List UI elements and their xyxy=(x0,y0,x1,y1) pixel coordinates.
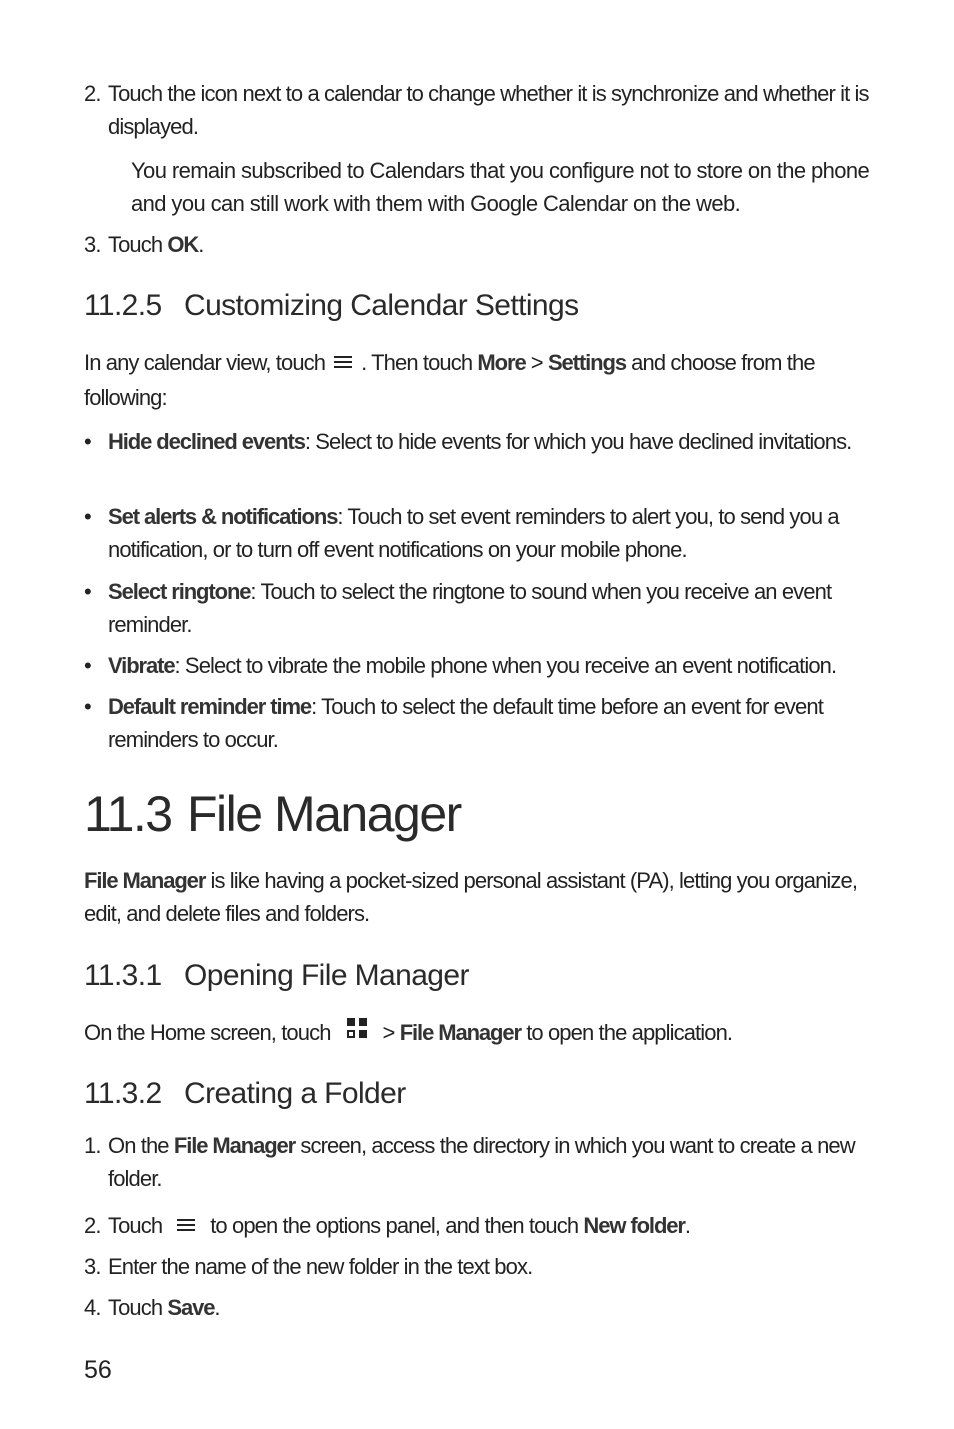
section-number: 11.2.5 xyxy=(84,289,162,322)
chapter-heading-11-3 xyxy=(84,784,461,844)
list-item-step-1: 1. On the File Manager screen, access the directory in which you want to create a new folder. xyxy=(84,1129,884,1195)
bullet-item: • Hide declined events: Select to hide events for which you have declined invitations. xyxy=(84,429,852,454)
list-text: Enter the name of the new folder in the text box. xyxy=(108,1254,533,1279)
list-number: 2. xyxy=(84,81,101,106)
section-heading-11-2-5 xyxy=(84,288,578,324)
list-number: 3. xyxy=(84,232,101,257)
bullet-item: • Set alerts & notifications: Touch to set event reminders to alert you, to send you a notification, or to turn off event notifications on your mobile phone. xyxy=(84,504,839,562)
list-number: 1. xyxy=(84,1133,101,1158)
opening-file-manager-text: On the Home screen, touch > File Manager to open the application. xyxy=(84,1016,884,1051)
list-number: 2. xyxy=(84,1213,101,1238)
section-title: File Manager xyxy=(187,786,461,842)
page-number: 56 xyxy=(84,1356,112,1384)
section-heading-11-3-1 xyxy=(84,958,469,994)
list-item-step-2: 2. Touch to open the options panel, and then touch New folder. xyxy=(84,1209,884,1244)
menu-icon xyxy=(333,346,353,379)
list-text: Touch OK. xyxy=(108,232,204,257)
section-number: 11.3 xyxy=(84,786,172,842)
bullet-item: • Vibrate: Select to vibrate the mobile phone when you receive an event notification. xyxy=(84,653,837,678)
section-title: Creating a Folder xyxy=(184,1077,406,1110)
list-item-step-2 xyxy=(84,77,884,143)
note-paragraph: You remain subscribed to Calendars that you configure not to store on the phone and you can still work with them with Google Calendar on the web. xyxy=(131,158,870,216)
file-manager-intro: File Manager is like having a pocket-sized personal assistant (PA), letting you organize, edit, and delete files and folders. xyxy=(84,868,858,926)
bullet-item: • Select ringtone: Touch to select the ringtone to sound when you receive an event reminder. xyxy=(84,579,832,637)
section-title: Opening File Manager xyxy=(184,959,469,992)
bullet-item: • Default reminder time: Touch to select the default time before an event for event reminders to occur. xyxy=(84,694,823,752)
menu-icon xyxy=(176,1209,196,1242)
list-number: 3. xyxy=(84,1254,101,1279)
list-item-step-3 xyxy=(84,228,884,261)
list-text: Touch the icon next to a calendar to change whether it is synchronize and whether it is displayed. xyxy=(108,81,869,139)
section-heading-11-3-2 xyxy=(84,1076,406,1112)
list-number: 4. xyxy=(84,1295,101,1320)
list-item-step-3 xyxy=(84,1250,884,1283)
calendar-settings-intro: In any calendar view, touch . Then touch More > Settings and choose from the following: xyxy=(84,346,884,414)
section-title: Customizing Calendar Settings xyxy=(184,289,579,322)
list-item-step-4: 4. Touch Save. xyxy=(84,1291,884,1324)
apps-grid-icon xyxy=(345,1016,369,1049)
section-number: 11.3.1 xyxy=(84,959,162,992)
section-number: 11.3.2 xyxy=(84,1077,162,1110)
